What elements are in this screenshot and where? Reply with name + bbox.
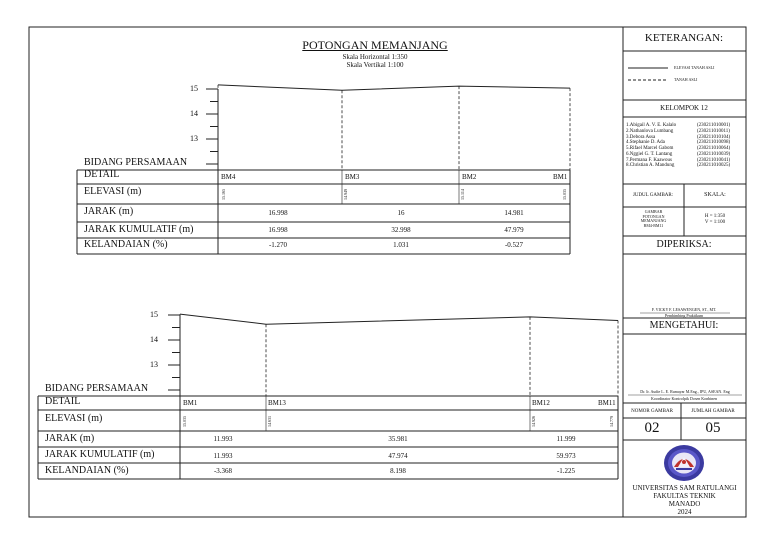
member-name: 8.Christian A. Mandung — [626, 163, 675, 169]
p1-kelandaian-value: -1.270 — [268, 241, 288, 249]
p2-jarakkum-label: JARAK KUMULATIF (m) — [45, 449, 155, 460]
member-name: 6.Nggiel G. T. Lantang — [626, 151, 673, 157]
p1-jarakkum-value: 16.998 — [268, 226, 288, 234]
legend-elevasi-label: ELEVASI TANAH ASLI — [674, 65, 715, 70]
p1-kelandaian-label: KELANDAIAN (%) — [84, 239, 168, 250]
p1-bm-name: BM3 — [345, 173, 360, 181]
p1-ytick-15: 15 — [190, 84, 198, 93]
member-nims — [697, 123, 730, 169]
p1-jarakkum-value: 47.979 — [504, 226, 524, 234]
p2-jarak-label: JARAK (m) — [45, 433, 95, 444]
p2-ytick-13: 13 — [150, 360, 158, 369]
member-name: 1.Abigail A. V. E. Kalalo — [626, 123, 677, 128]
p2-jarakkum-value: 47.974 — [388, 452, 408, 460]
p1-jarak-label: JARAK (m) — [84, 206, 134, 217]
profile2-ground-line — [180, 314, 618, 324]
p2-jarak-value: 11.993 — [213, 435, 233, 443]
p1-ytick-13: 13 — [190, 134, 198, 143]
judul-value: GAMBAR POTONGAN MEMANJANG BM4-BM11 — [640, 209, 667, 228]
p2-ytick-14: 14 — [150, 335, 158, 344]
scale-vertical: Skala Vertikal 1:100 — [346, 61, 404, 69]
p1-elev-value: 15.114 — [460, 189, 465, 200]
p2-kelandaian-label: KELANDAIAN (%) — [45, 465, 129, 476]
member-nim: (230211010098) — [697, 140, 731, 146]
p2-detail-label: DETAIL — [45, 396, 81, 407]
profile1-ground-line — [218, 85, 570, 90]
legend-tanah-label: TANAH ASLI — [674, 77, 698, 82]
member-names — [626, 123, 676, 169]
p1-kelandaian-value: 1.031 — [393, 241, 409, 249]
member-nim: (230211010104) — [697, 134, 731, 140]
p2-kelandaian-value: -3.368 — [213, 467, 233, 475]
p1-jarak-value: 16.998 — [268, 209, 288, 217]
member-name: 7.Permana F. Kaawous — [626, 157, 672, 163]
member-nim: (230211010025) — [697, 163, 731, 169]
university-block — [623, 484, 746, 516]
p2-ytick-15: 15 — [150, 310, 158, 319]
member-name: 3.Debora Assa — [626, 134, 656, 140]
p1-detail-label: DETAIL — [84, 169, 120, 180]
p2-bm-name: BM12 — [532, 399, 550, 407]
jumlah-value: 05 — [705, 420, 721, 436]
kelompok-title: KELOMPOK 12 — [660, 104, 708, 112]
p2-jarakkum-value: 59.973 — [556, 452, 576, 460]
mengetahui-title: MENGETAHUI: — [649, 320, 719, 331]
p1-elev-value: 15.035 — [562, 189, 567, 200]
member-nim: (230211010001) — [697, 123, 731, 128]
p2-elevasi-label: ELEVASI (m) — [45, 413, 103, 424]
faculty-name: FAKULTAS TEKNIK — [653, 492, 716, 501]
p1-bm-name: BM1 — [553, 173, 568, 181]
p1-elevasi-label: ELEVASI (m) — [84, 186, 142, 197]
p1-ytick-14: 14 — [190, 109, 198, 118]
nomor-value: 02 — [644, 420, 660, 436]
p2-bm-name: BM13 — [268, 399, 286, 407]
p2-bm-name: BM1 — [183, 399, 198, 407]
p2-bidang-label: BIDANG PERSAMAAN — [45, 383, 149, 394]
diperiksa-title: DIPERIKSA: — [656, 239, 712, 250]
p1-bidang-label: BIDANG PERSAMAAN — [84, 157, 188, 168]
judul-label: JUDUL GAMBAR: — [632, 193, 674, 198]
diperiksa-role: Pembimbing Praktikum — [664, 313, 704, 318]
scale-horizontal: Skala Horizontal 1:350 — [342, 53, 408, 61]
p2-elev-value: 14.779 — [609, 416, 614, 427]
p1-jarak-value: 14.981 — [504, 209, 524, 217]
p1-bm-name: BM4 — [221, 173, 236, 181]
p1-jarakkum-value: 32.998 — [391, 226, 411, 234]
p1-bm-name: BM2 — [462, 173, 477, 181]
university-name: UNIVERSITAS SAM RATULANGI — [632, 484, 737, 492]
p1-jarakkum-label: JARAK KUMULATIF (m) — [84, 224, 194, 235]
member-name: 4.Stephanie D. Ada — [626, 140, 665, 146]
p1-elev-value: 14.949 — [343, 189, 348, 200]
p2-kelandaian-value: 8.198 — [390, 467, 406, 475]
drawing-title: POTONGAN MEMANJANG — [302, 38, 448, 52]
year: 2024 — [677, 508, 692, 517]
diperiksa-name: F. VICKY F. LESAWENGEN, ST., MT. — [651, 307, 717, 312]
member-nim: (230211010011) — [697, 128, 730, 134]
p2-kelandaian-value: -1.225 — [556, 467, 576, 475]
university-logo-icon — [662, 443, 706, 483]
jumlah-label: JUMLAH GAMBAR — [691, 409, 735, 414]
member-name: 2.Nathanlova Lumbang — [626, 128, 674, 134]
nomor-label: NOMOR GAMBAR — [631, 409, 673, 414]
p2-jarak-value: 35.981 — [388, 435, 408, 443]
member-nim: (230211010039) — [697, 151, 731, 157]
city-name: MANADO — [668, 500, 701, 509]
skala-label: SKALA: — [704, 192, 726, 198]
p2-elev-value: 14.631 — [267, 416, 272, 427]
p2-bm-name: BM11 — [598, 399, 616, 407]
member-name: 5.Rifael Marcel Gabom — [626, 146, 674, 151]
p1-elev-value: 15.165 — [221, 189, 226, 200]
p2-elev-value: 14.926 — [531, 416, 536, 427]
member-nim: (230211010041) — [697, 157, 731, 163]
member-nim: (230211010064) — [697, 146, 731, 151]
p2-jarakkum-value: 11.993 — [213, 452, 233, 460]
mengetahui-role: Koordinator Kontrolpik Dosen Konbinen — [650, 396, 718, 401]
skala-value: H = 1:350 V = 1:100 — [704, 214, 726, 225]
keterangan-title: KETERANGAN: — [644, 32, 724, 44]
mengetahui-name: Dr. Ir. Audie L. E. Rumayar M.Eng., IPU, ASEAN. Eng — [640, 389, 730, 394]
p2-elev-value: 15.035 — [182, 416, 187, 427]
p1-jarak-value: 16 — [397, 209, 405, 217]
p2-jarak-value: 11.999 — [556, 435, 576, 443]
p1-kelandaian-value: -0.527 — [504, 241, 524, 249]
